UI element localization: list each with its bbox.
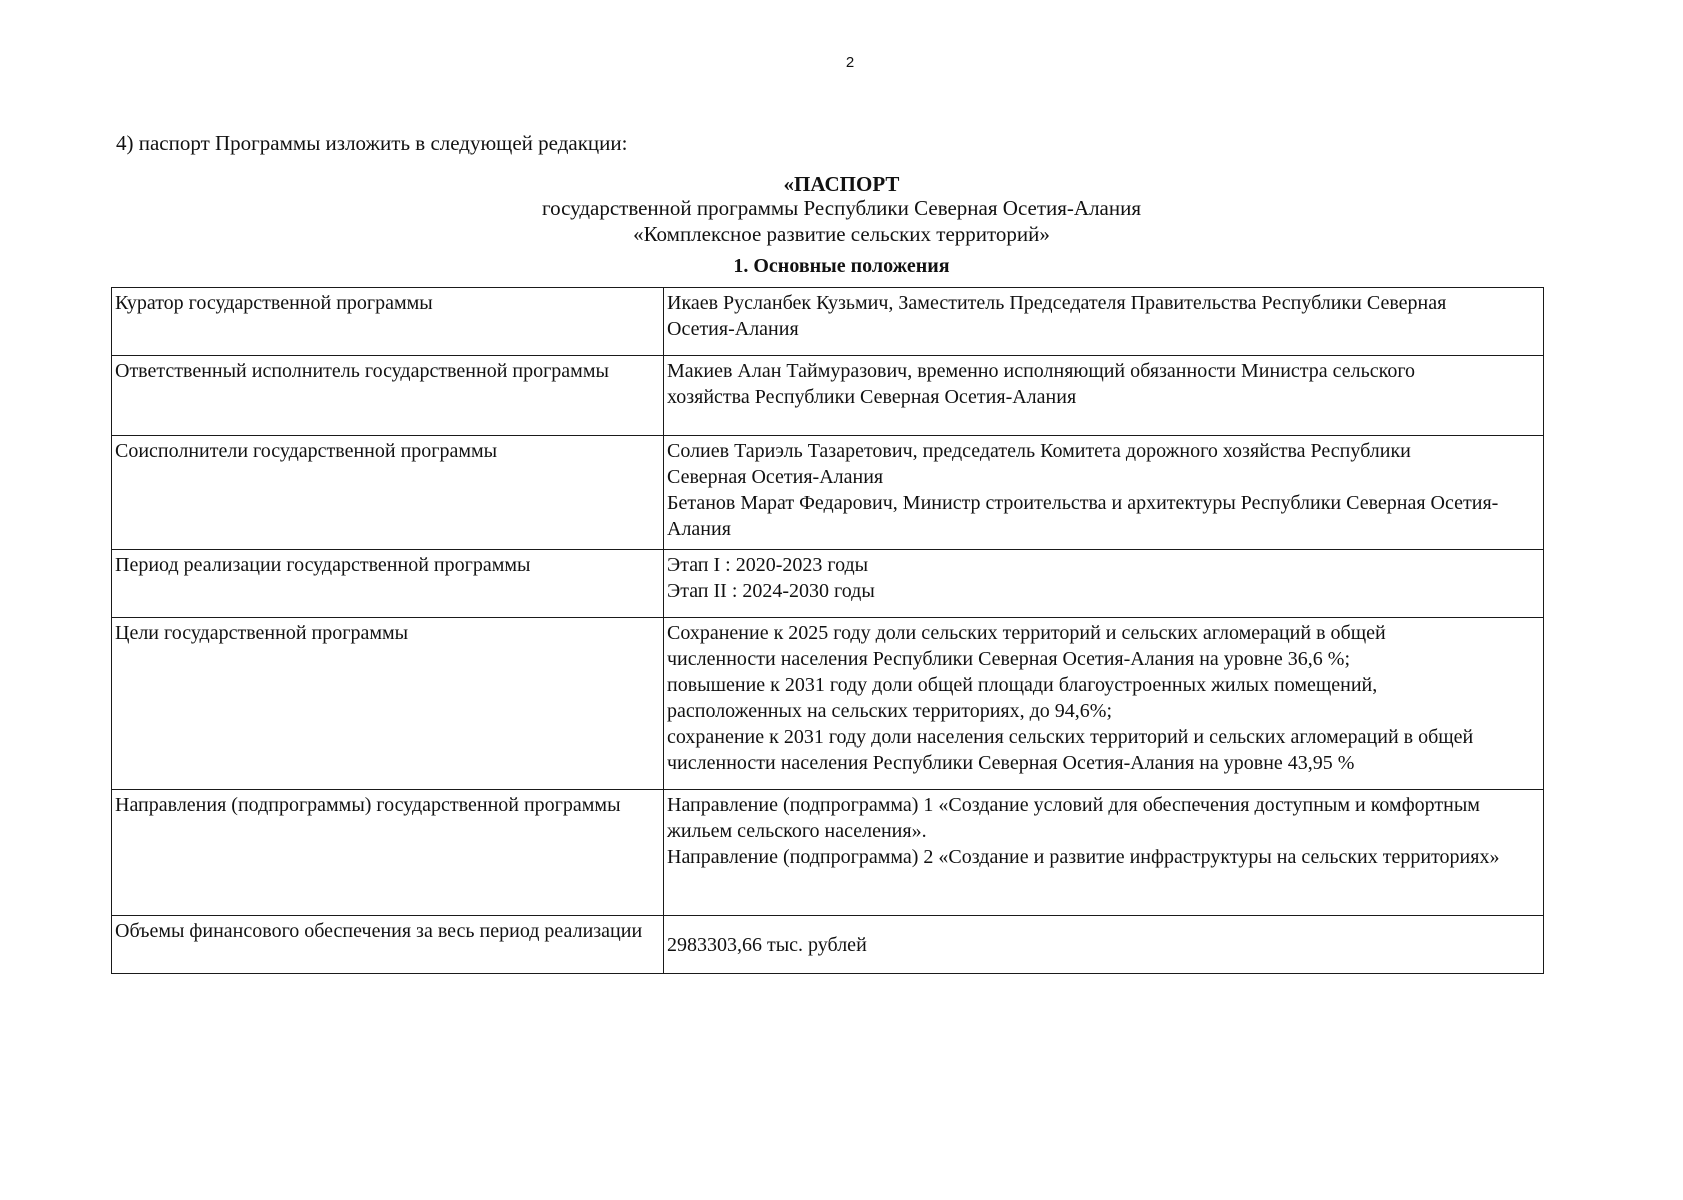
row-label-responsible-executor: Ответственный исполнитель государственной программы bbox=[112, 356, 664, 436]
row-label-co-executors: Соисполнители государственной программы bbox=[112, 436, 664, 550]
table-row bbox=[112, 550, 1544, 618]
row-label-directions: Направления (подпрограммы) государственной программы bbox=[112, 790, 664, 916]
value-line: Бетанов Марат Федарович, Министр строительства и архитектуры Республики Северная Осетия- bbox=[667, 492, 1499, 514]
row-value-goals bbox=[664, 618, 1544, 790]
value-line: Макиев Алан Таймуразович, временно исполняющий обязанности Министра сельского bbox=[667, 360, 1416, 382]
value-line: Направление (подпрограмма) 2 «Создание и развитие инфраструктуры на сельских территориях» bbox=[667, 846, 1500, 868]
value-line: Направление (подпрограмма) 1 «Создание условий для обеспечения доступным и комфортным bbox=[667, 794, 1480, 816]
value-line: сохранение к 2031 году доли населения сельских территорий и сельских агломераций в общей bbox=[667, 726, 1474, 748]
row-value-period bbox=[664, 550, 1544, 618]
value-line: Икаев Русланбек Кузьмич, Заместитель Председателя Правительства Республики Северная bbox=[667, 292, 1447, 314]
value-line: хозяйства Республики Северная Осетия-Алания bbox=[667, 386, 1077, 408]
value-line: Этап I : 2020-2023 годы bbox=[667, 554, 869, 576]
row-label-financing: Объемы финансового обеспечения за весь период реализации bbox=[112, 916, 664, 974]
page-number: 2 bbox=[845, 54, 855, 71]
table-row bbox=[112, 356, 1544, 436]
value-line: повышение к 2031 году доли общей площади благоустроенных жилых помещений, bbox=[667, 674, 1378, 696]
value-line: жильем сельского населения». bbox=[667, 820, 927, 842]
row-value-financing bbox=[664, 916, 1544, 974]
program-name: «Комплексное развитие сельских территорий» bbox=[633, 222, 1050, 246]
passport-table bbox=[111, 287, 1544, 974]
table-row bbox=[112, 436, 1544, 550]
table-row bbox=[112, 916, 1544, 974]
value-line: 2983303,66 тыс. рублей bbox=[667, 933, 867, 956]
row-value-responsible-executor bbox=[664, 356, 1544, 436]
value-line: расположенных на сельских территориях, до 94,6%; bbox=[667, 700, 1113, 722]
passport-title: «ПАСПОРТ bbox=[783, 172, 900, 196]
section-heading: 1. Основные положения bbox=[733, 255, 950, 277]
row-label-curator: Куратор государственной программы bbox=[112, 288, 664, 356]
table-row bbox=[112, 618, 1544, 790]
value-line: Солиев Тариэль Тазаретович, председатель Комитета дорожного хозяйства Республики bbox=[667, 440, 1411, 462]
value-line: Осетия-Алания bbox=[667, 318, 799, 340]
row-value-co-executors bbox=[664, 436, 1544, 550]
program-subtitle: государственной программы Республики Северная Осетия-Алания bbox=[541, 196, 1142, 220]
row-value-directions bbox=[664, 790, 1544, 916]
value-line: Сохранение к 2025 году доли сельских территорий и сельских агломераций в общей bbox=[667, 622, 1386, 644]
value-line: численности населения Республики Северная Осетия-Алания на уровне 36,6 %; bbox=[667, 648, 1351, 670]
table-row bbox=[112, 790, 1544, 916]
value-line: Этап II : 2024-2030 годы bbox=[667, 580, 875, 602]
value-line: Алания bbox=[667, 518, 731, 540]
intro-paragraph: 4) паспорт Программы изложить в следующей редакции: bbox=[116, 131, 628, 155]
table-row bbox=[112, 288, 1544, 356]
row-value-curator bbox=[664, 288, 1544, 356]
value-line: Северная Осетия-Алания bbox=[667, 466, 884, 488]
row-label-period: Период реализации государственной программы bbox=[112, 550, 664, 618]
value-line: численности населения Республики Северная Осетия-Алания на уровне 43,95 % bbox=[667, 752, 1355, 774]
row-label-goals: Цели государственной программы bbox=[112, 618, 664, 790]
